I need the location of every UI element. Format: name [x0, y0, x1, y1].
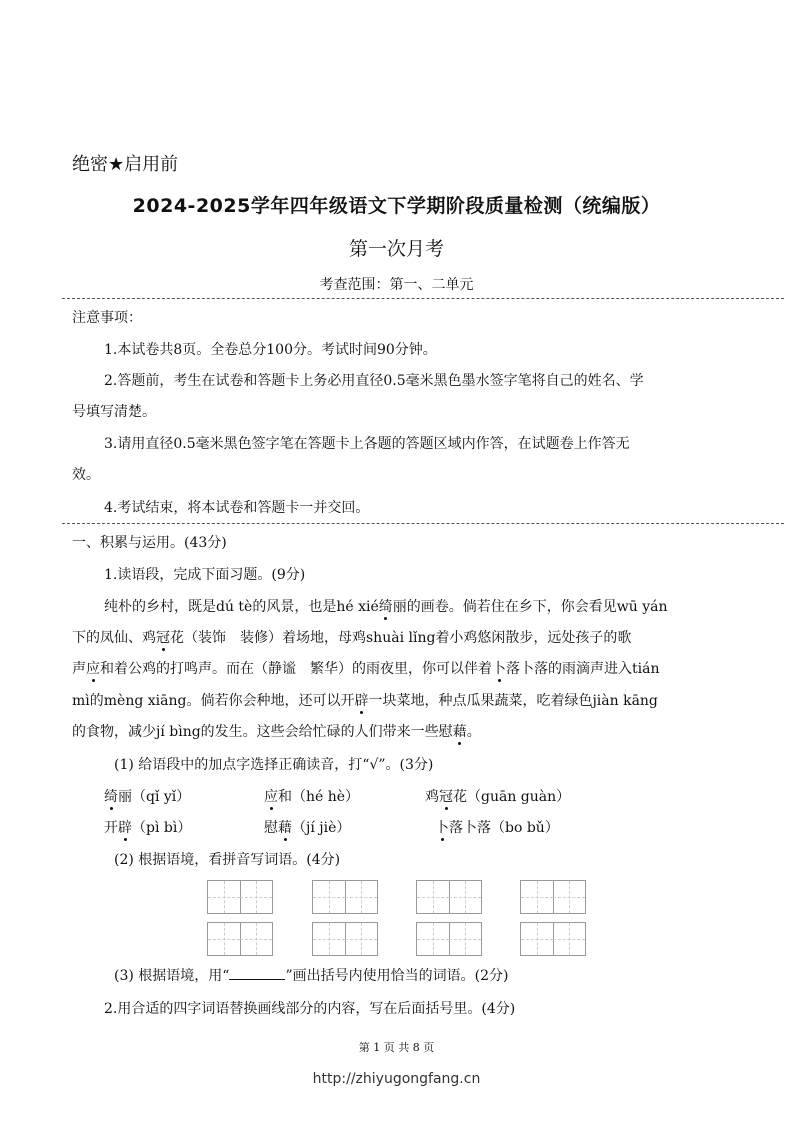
- divider-bottom: [62, 523, 784, 524]
- answer-grid[interactable]: [207, 922, 273, 956]
- note-item-3-cont: 效。: [72, 467, 100, 483]
- subquestion-3: (3) 根据语境，用“ ”画出括号内使用恰当的词语。(2分): [114, 968, 509, 984]
- note-item-3: 3.请用直径0.5毫米黑色签字笔在答题卡上各题的答题区域内作答，在试题卷上作答无: [104, 436, 630, 452]
- answer-grid[interactable]: [416, 922, 482, 956]
- choice-item: 开辟（pì bì）: [104, 820, 192, 836]
- section-heading: 一、积累与运用。(43分): [72, 535, 227, 551]
- subquestion-2: (2) 根据语境，看拼音写词语。(4分): [114, 852, 341, 868]
- passage-line-1: 纯朴的乡村，既是dú tè的风景，也是hé xié绮丽的画卷。倘若住在乡下，你会看见wū yán: [104, 599, 668, 615]
- exam-subtitle: 第一次月考: [348, 238, 444, 260]
- passage-line-5: 的食物，减少jí bìng的发生。这些会给忙碌的人们带来一些慰藉。: [72, 724, 481, 740]
- answer-grid[interactable]: [520, 880, 586, 914]
- page-number: 第 1 页 共 8 页: [358, 1041, 435, 1054]
- answer-grid[interactable]: [312, 880, 378, 914]
- answer-grid[interactable]: [416, 880, 482, 914]
- exam-title: 2024-2025学年四年级语文下学期阶段质量检测（统编版）: [132, 195, 661, 217]
- exam-scope: 考查范围：第一、二单元: [319, 277, 474, 293]
- subquestion-1: (1) 给语段中的加点字选择正确读音，打“√”。(3分): [114, 757, 434, 773]
- choice-item: 鸡冠花（guān guàn）: [425, 789, 571, 805]
- passage-line-3: 声应和着公鸡的打鸣声。而在（静谧 繁华）的雨夜里，你可以伴着卜落卜落的雨滴声进入tián: [72, 661, 660, 677]
- question-1: 1.读语段，完成下面习题。(9分): [104, 567, 306, 583]
- choice-item: 慰藉（jí jiè）: [264, 820, 351, 836]
- blank-line: [229, 969, 285, 980]
- choice-item: 卜落卜落（bo bǔ）: [435, 820, 559, 836]
- answer-grid[interactable]: [312, 922, 378, 956]
- note-item-1: 1.本试卷共8页。全卷总分100分。考试时间90分钟。: [104, 342, 437, 358]
- notes-heading: 注意事项：: [72, 310, 142, 326]
- question-2: 2.用合适的四字词语替换画线部分的内容，写在后面括号里。(4分): [104, 1001, 516, 1017]
- choice-item: 绮丽（qǐ yǐ）: [104, 789, 191, 805]
- watermark-url: http://zhiyugongfang.cn: [312, 1071, 481, 1087]
- note-item-2-cont: 号填写清楚。: [72, 404, 156, 420]
- answer-grid[interactable]: [207, 880, 273, 914]
- choice-item: 应和（hé hè）: [264, 789, 360, 805]
- passage-line-4: mì的mèng xiāng。倘若你会种地，还可以开辟一块菜地，种点瓜果蔬菜，吃着绿色jiàn kāng: [72, 693, 658, 709]
- passage-line-2: 下的凤仙、鸡冠花（装饰 装修）着场地，母鸡shuài lǐng着小鸡悠闲散步，远处孩子的歌: [72, 630, 632, 646]
- note-item-4: 4.考试结束，将本试卷和答题卡一并交回。: [104, 500, 370, 516]
- divider-top: [62, 298, 784, 299]
- answer-grid[interactable]: [520, 922, 586, 956]
- note-item-2: 2.答题前，考生在试卷和答题卡上务必用直径0.5毫米黑色墨水签字笔将自己的姓名、学: [104, 373, 644, 389]
- confidential-mark: 绝密★启用前: [72, 154, 179, 175]
